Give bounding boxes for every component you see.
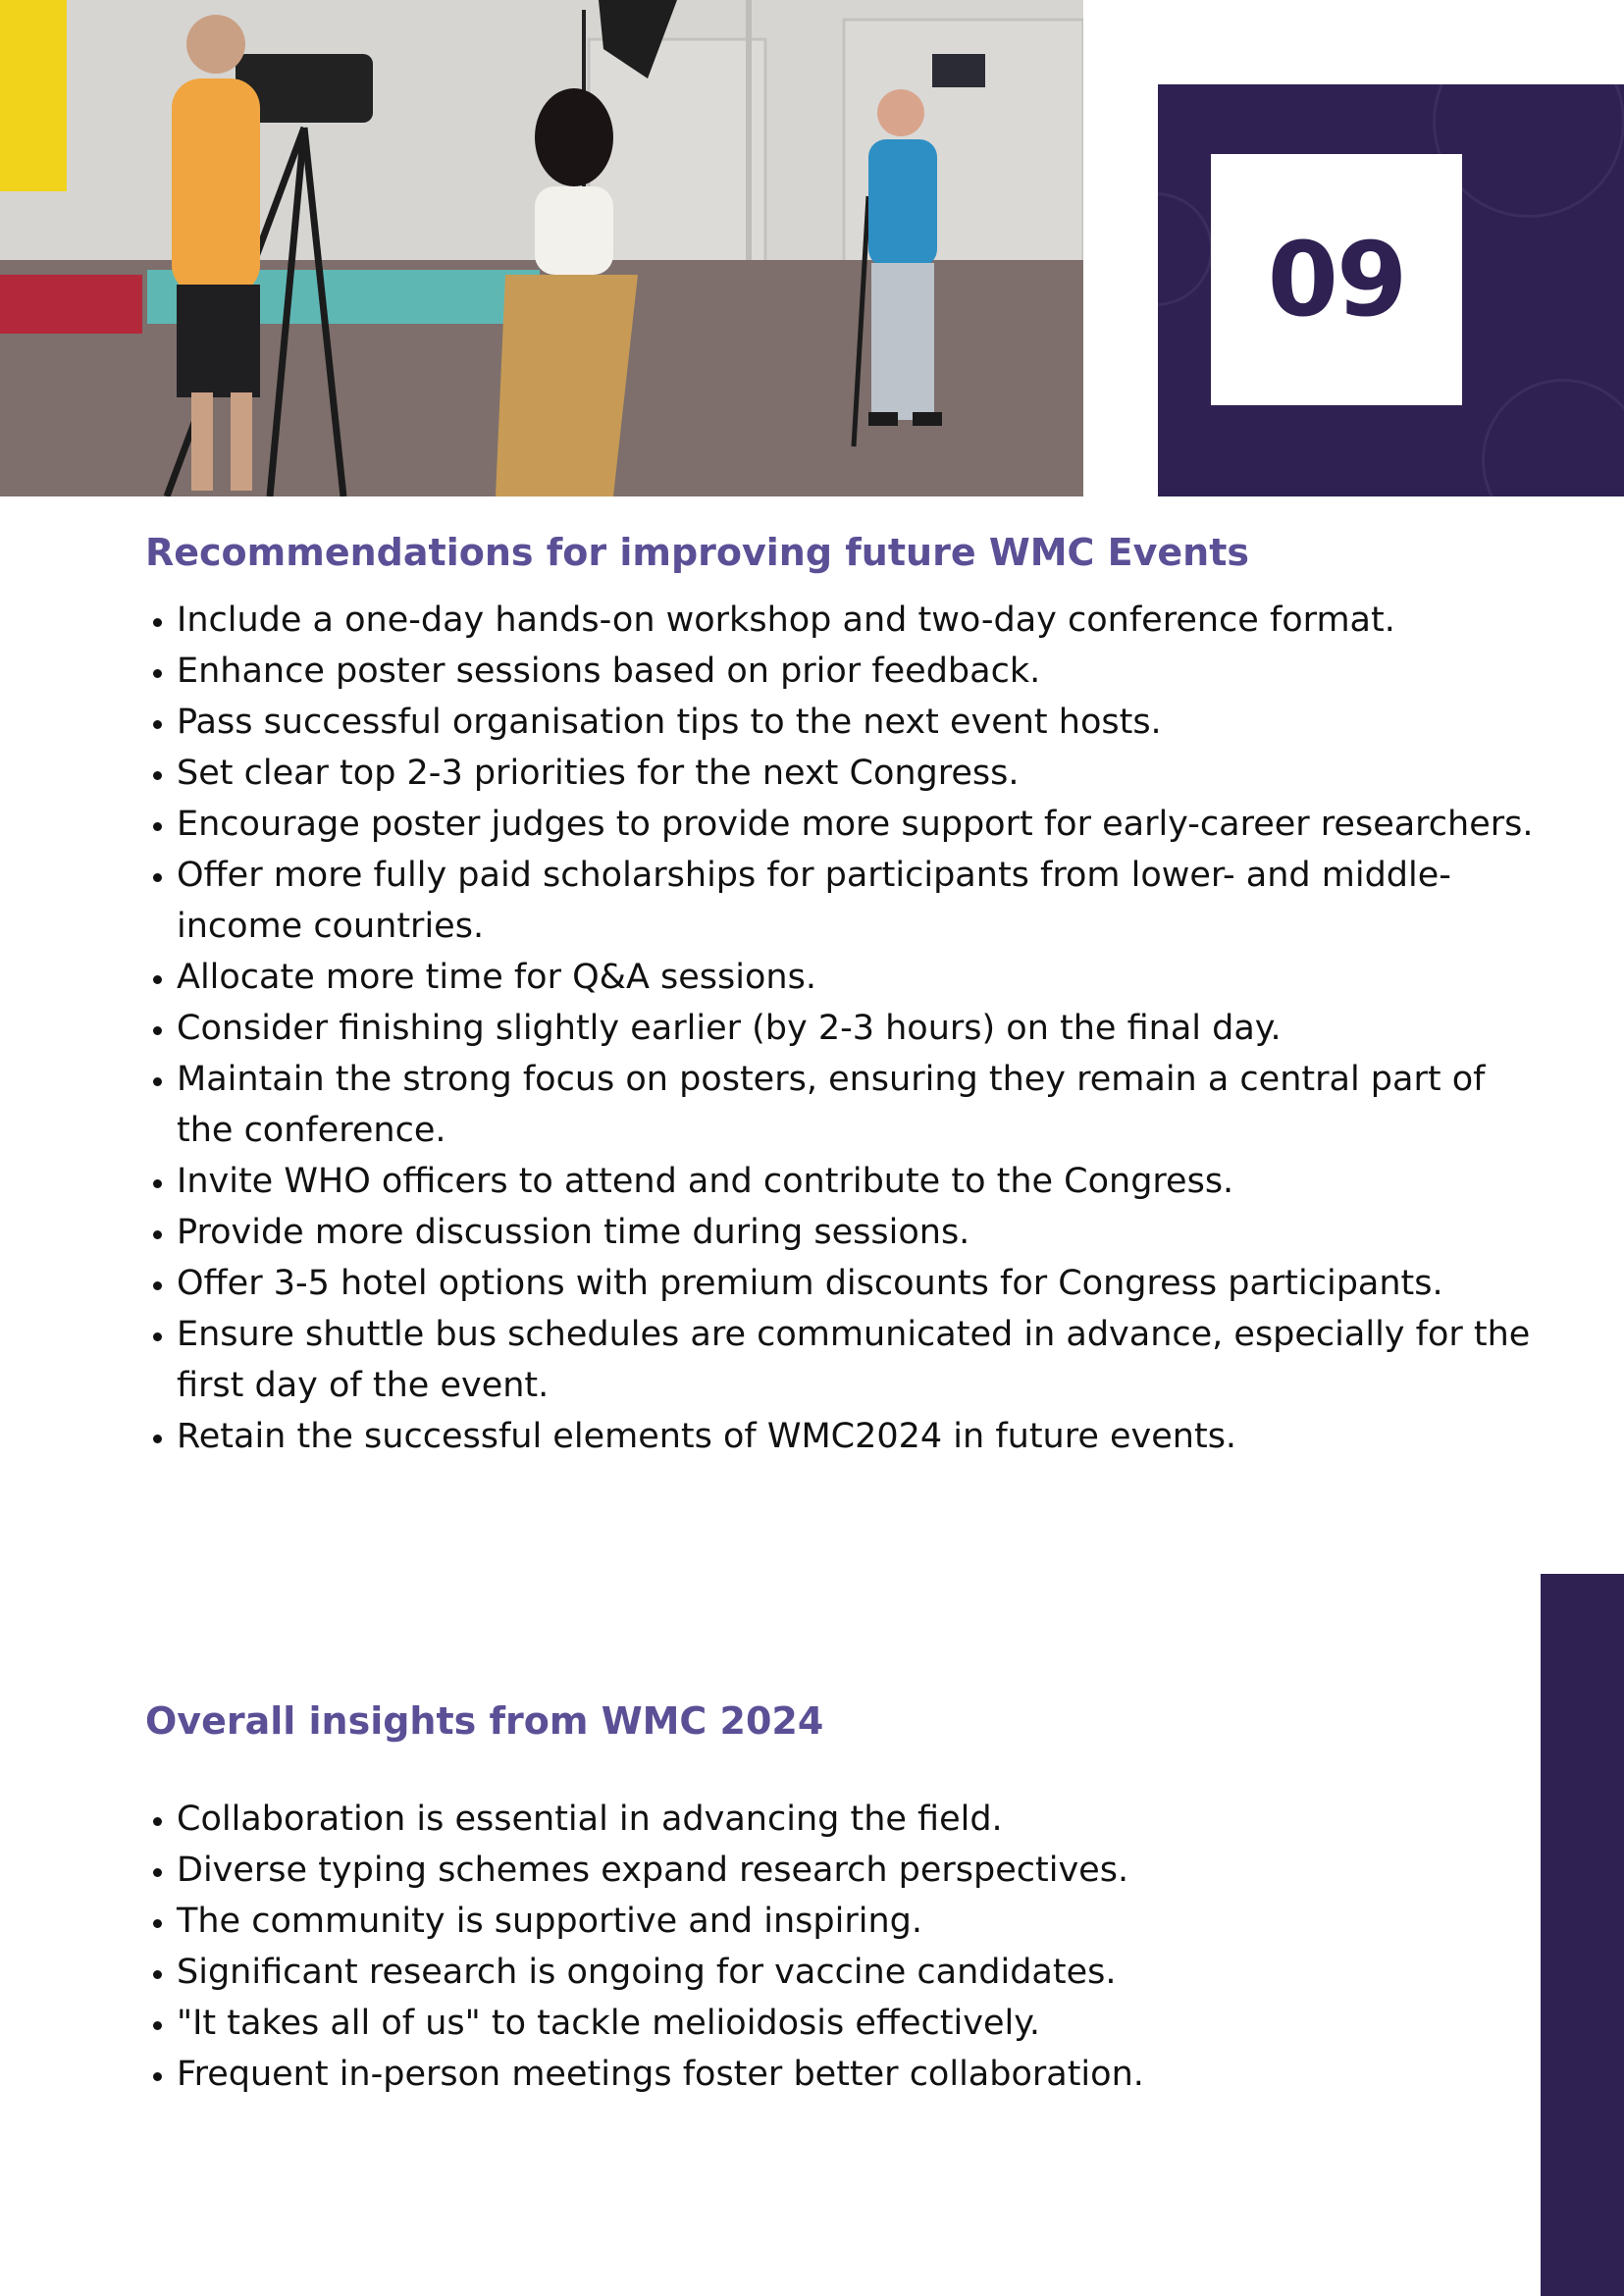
- page-number: 09: [1267, 220, 1406, 339]
- list-item: • Offer 3-5 hotel options with premium discounts for Congress participants.: [177, 1258, 1550, 1309]
- list-item: • Diverse typing schemes expand research perspectives.: [177, 1845, 1550, 1896]
- page-number-panel: [1158, 84, 1624, 496]
- recommendations-heading: Recommendations for improving future WMC Events: [145, 531, 1250, 574]
- list-item: • Frequent in-person meetings foster better collaboration.: [177, 2049, 1550, 2100]
- list-item: • Collaboration is essential in advancing the field.: [177, 1794, 1550, 1845]
- list-item: • Offer more fully paid scholarships for participants from lower- and middle-income countries.: [177, 850, 1550, 952]
- list-item: • Set clear top 2-3 priorities for the next Congress.: [177, 748, 1550, 799]
- insights-list: [133, 1794, 1550, 2100]
- list-item: • Include a one-day hands-on workshop and two-day conference format.: [177, 595, 1550, 646]
- list-item: • Significant research is ongoing for vaccine candidates.: [177, 1947, 1550, 1998]
- list-item: • Encourage poster judges to provide more support for early-career researchers.: [177, 799, 1550, 850]
- decorative-side-bar: [1541, 1574, 1624, 2296]
- list-item: • Consider finishing slightly earlier (by 2-3 hours) on the final day.: [177, 1003, 1550, 1054]
- list-item: • Maintain the strong focus on posters, ensuring they remain a central part of the conference.: [177, 1054, 1550, 1156]
- list-item: • Provide more discussion time during sessions.: [177, 1207, 1550, 1258]
- page-number-box: [1211, 154, 1462, 405]
- list-item: • "It takes all of us" to tackle melioidosis effectively.: [177, 1998, 1550, 2049]
- list-item: • The community is supportive and inspiring.: [177, 1896, 1550, 1947]
- list-item: • Allocate more time for Q&A sessions.: [177, 952, 1550, 1003]
- recommendations-list: [133, 595, 1550, 1462]
- insights-heading: Overall insights from WMC 2024: [145, 1699, 824, 1743]
- list-item: • Invite WHO officers to attend and contribute to the Congress.: [177, 1156, 1550, 1207]
- list-item: • Ensure shuttle bus schedules are communicated in advance, especially for the first day of the event.: [177, 1309, 1550, 1411]
- interview-photo: [0, 0, 1083, 496]
- list-item: • Retain the successful elements of WMC2024 in future events.: [177, 1411, 1550, 1462]
- list-item: • Pass successful organisation tips to the next event hosts.: [177, 697, 1550, 748]
- list-item: • Enhance poster sessions based on prior feedback.: [177, 646, 1550, 697]
